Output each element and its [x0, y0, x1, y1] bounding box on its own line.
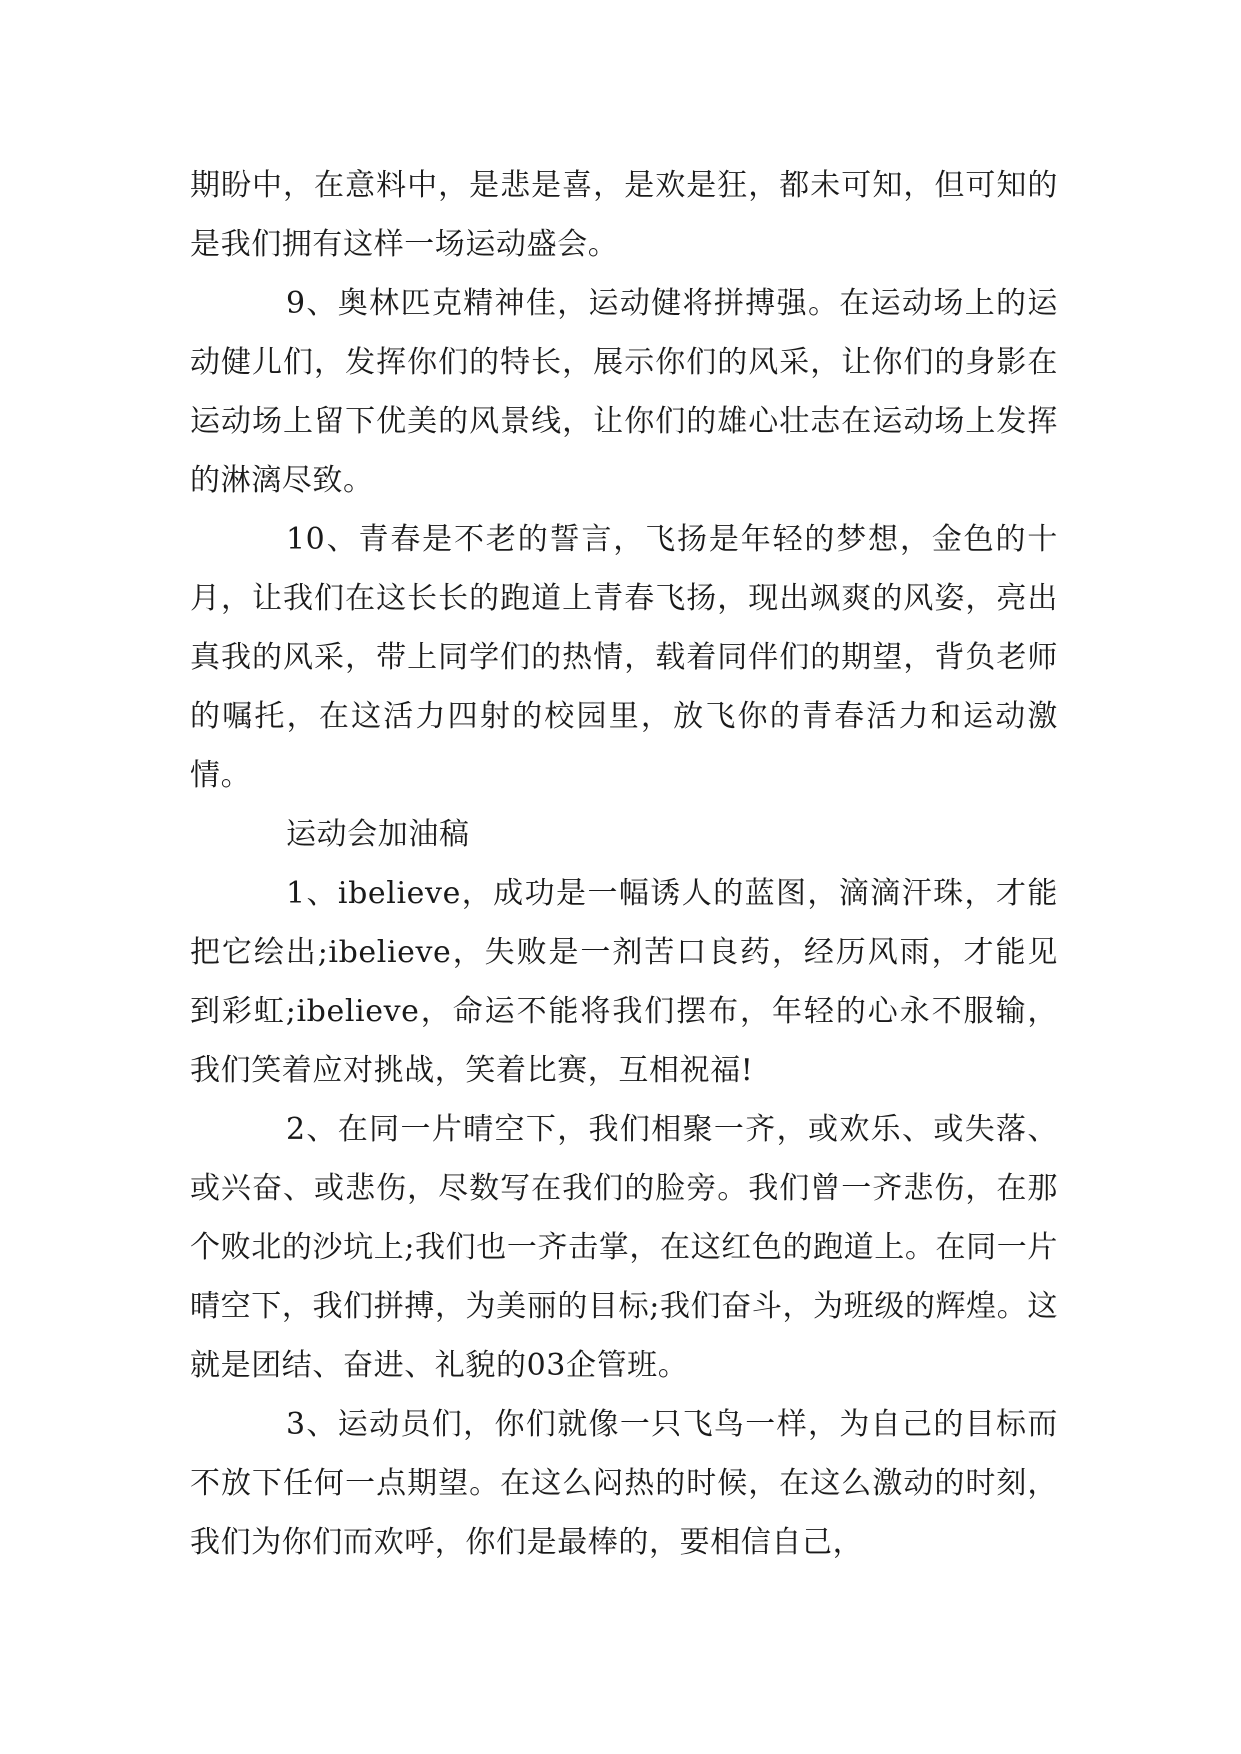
paragraph-item-3: 3、运动员们，你们就像一只飞鸟一样，为自己的目标而不放下任何一点期望。在这么闷热的时候，在这么激动的时刻，我们为你们而欢呼，你们是最棒的，要相信自己，: [190, 1407, 1058, 1560]
paragraph-item-9: 9、奥林匹克精神佳，运动健将拼搏强。在运动场上的运动健儿们，发挥你们的特长，展示你们的风采，让你们的身影在运动场上留下优美的风景线，让你们的雄心壮志在运动场上发挥的淋漓尽致。: [190, 286, 1058, 498]
document-body: [190, 156, 1058, 1572]
paragraph-item-2: 2、在同一片晴空下，我们相聚一齐，或欢乐、或失落、或兴奋、或悲伤，尽数写在我们的脸旁。我们曾一齐悲伤，在那个败北的沙坑上;我们也一齐击掌，在这红色的跑道上。在同一片晴空下，我们拼搏，为美丽的目标;我们奋斗，为班级的辉煌。这就是团结、奋进、礼貌的03企管班。: [190, 1112, 1058, 1383]
section-heading: 运动会加油稿: [286, 817, 470, 852]
paragraph-item-10: 10、青春是不老的誓言，飞扬是年轻的梦想，金色的十月，让我们在这长长的跑道上青春飞扬，现出飒爽的风姿，亮出真我的风采，带上同学们的热情，载着同伴们的期望，背负老师的嘱托，在这活力四射的校园里，放飞你的青春活力和运动激情。: [190, 522, 1058, 793]
paragraph-continuation: 期盼中，在意料中，是悲是喜，是欢是狂，都未可知，但可知的是我们拥有这样一场运动盛会。: [190, 168, 1058, 262]
paragraph-item-1: 1、ibelieve，成功是一幅诱人的蓝图，滴滴汗珠，才能把它绘出;ibelieve，失败是一剂苦口良药，经历风雨，才能见到彩虹;ibelieve，命运不能将我们摆布，年轻的心永不服输，我们笑着应对挑战，笑着比赛，互相祝福!: [190, 876, 1058, 1088]
